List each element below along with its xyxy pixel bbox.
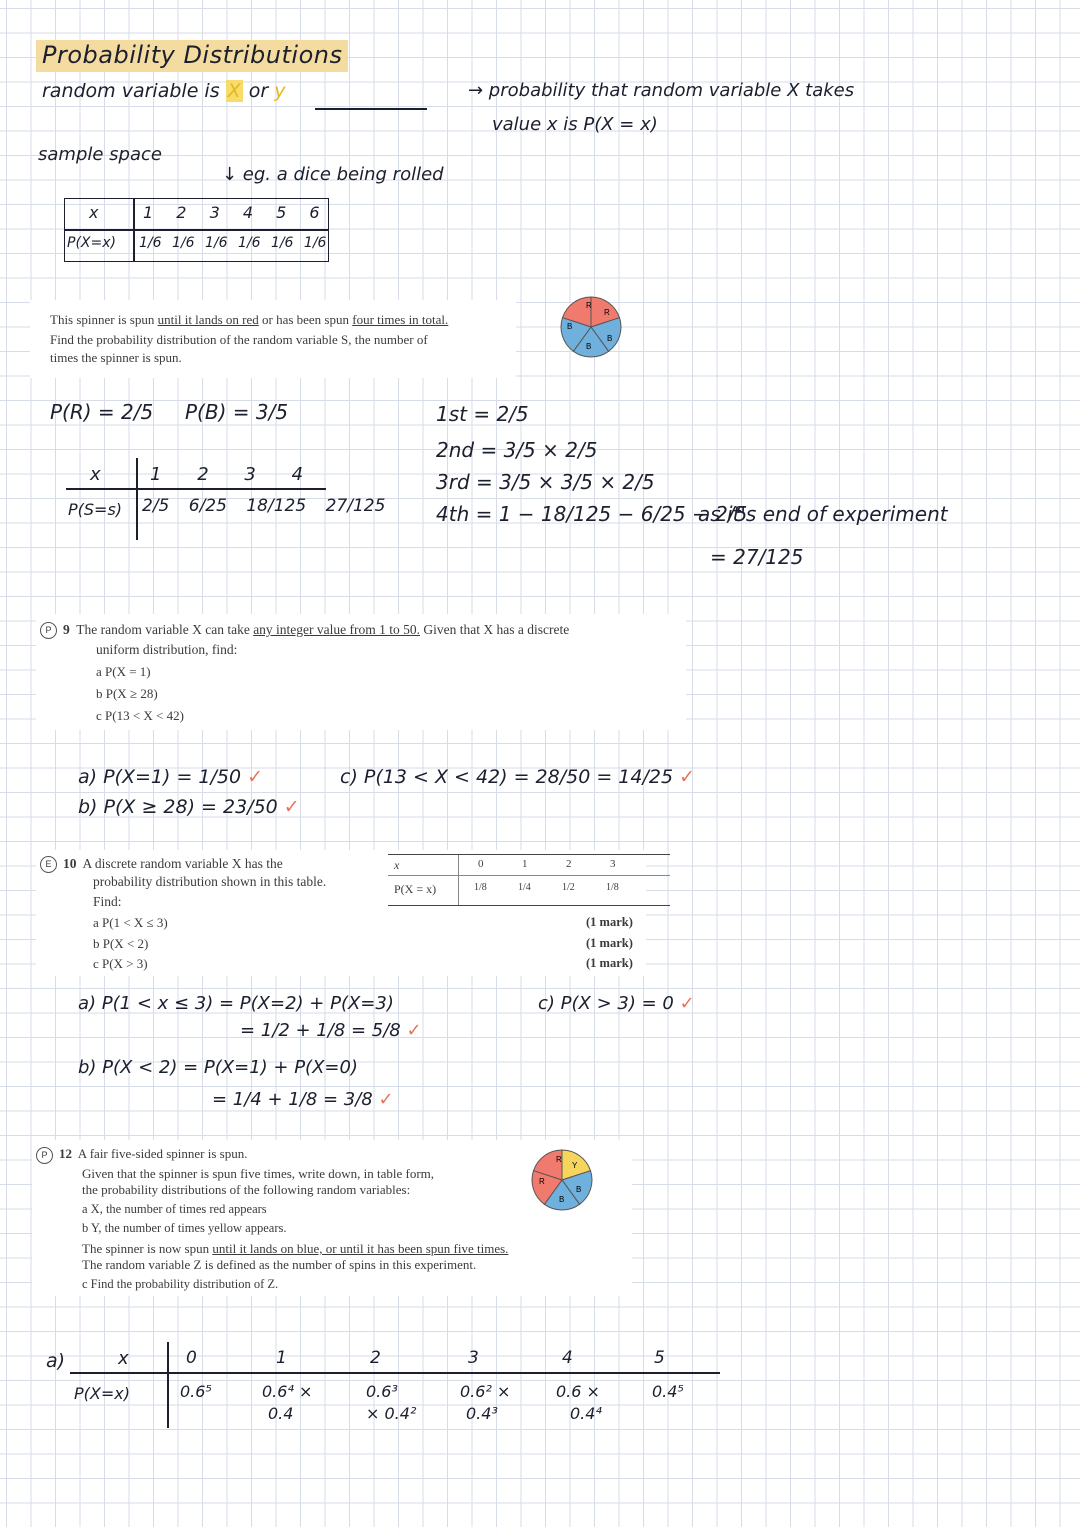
- rv-x: X: [227, 80, 241, 102]
- q12-p-top: 0.4⁵: [652, 1382, 684, 1401]
- sw-table-vline: [136, 458, 138, 540]
- ss-val: 4: [242, 203, 254, 222]
- spinner-q-line1: [50, 312, 448, 328]
- q12-x: 1: [276, 1348, 287, 1368]
- q12-x: 5: [654, 1348, 665, 1368]
- q9-line1: [40, 622, 569, 639]
- spinner-label: R: [586, 301, 592, 310]
- q10-line2: probability distribution shown in this table.: [93, 874, 327, 889]
- sw-first: 1st = 2/5: [436, 402, 529, 426]
- q12-line3: the probability distributions of the following random variables:: [82, 1182, 411, 1197]
- q10-find: Find:: [93, 894, 122, 909]
- rv-line: [42, 80, 285, 102]
- check-icon: ✓: [679, 766, 696, 788]
- sw-p: 6/25: [188, 496, 227, 516]
- ss-row1: [143, 203, 320, 222]
- ss-val: 5: [276, 203, 287, 222]
- q10-box: [36, 850, 646, 976]
- q12-x: 3: [468, 1348, 479, 1368]
- text: Given that X has a discrete: [420, 622, 570, 637]
- check-icon: ✓: [247, 766, 264, 788]
- q12-p-bot: 0.4⁴: [570, 1404, 602, 1423]
- ss-prob: 1/6: [171, 235, 195, 251]
- spinner-label: R: [604, 308, 610, 317]
- text-underlined: until it lands on blue, or until it has been spun five times.: [212, 1241, 509, 1256]
- spinner-1-icon: [554, 294, 628, 360]
- sw-x-head: x: [90, 464, 101, 485]
- spinner-2-icon: [526, 1146, 598, 1214]
- q12-x: 0: [186, 1348, 197, 1368]
- sw-x: 4: [291, 464, 304, 485]
- page-title: Probability Distributions: [36, 40, 348, 72]
- text: c) P(13 < X < 42) = 28/50 = 14/25: [340, 766, 674, 788]
- q12-table-vline: [167, 1342, 169, 1428]
- q10-table: [388, 854, 670, 906]
- q12-x-head: x: [118, 1348, 129, 1369]
- q12-a: a X, the number of times red appears: [82, 1202, 267, 1216]
- check-icon: ✓: [378, 1089, 394, 1110]
- spinner-label: Y: [572, 1161, 578, 1170]
- q12-p-bot: 0.4³: [466, 1404, 498, 1423]
- sw-third: 3rd = 3/5 × 3/5 × 2/5: [436, 470, 655, 494]
- text: This spinner is spun: [50, 312, 158, 327]
- q10-p: 1/8: [474, 882, 487, 893]
- spinner-question-box: [30, 300, 516, 378]
- text: = 1/4 + 1/8 = 3/8: [212, 1089, 373, 1110]
- text: b) P(X ≥ 28) = 23/50: [78, 796, 278, 818]
- sw-x-values: [150, 464, 303, 485]
- text: A fair five-sided spinner is spun.: [77, 1146, 248, 1161]
- ss-x-head: x: [89, 203, 99, 222]
- q12-c: c Find the probability distribution of Z.: [82, 1277, 279, 1291]
- sw-fourth: 4th = 1 − 18/125 − 6/25 − 2/5: [436, 502, 748, 526]
- sample-space-label: sample space: [38, 144, 162, 165]
- sample-space-example: ↓ eg. a dice being rolled: [222, 164, 444, 185]
- text: a) P(X=1) = 1/50: [78, 766, 242, 788]
- prob-note-1: → probability that random variable X takes: [468, 80, 855, 101]
- pr-value: P(R) = 2/5: [50, 400, 154, 424]
- q10-x-head: x: [394, 858, 400, 872]
- sw-x: 1: [150, 464, 162, 485]
- ss-prob: 1/6: [139, 235, 162, 251]
- q12-p-top: 0.6³: [366, 1382, 398, 1401]
- q9-box: [36, 614, 686, 730]
- q10-p: 1/8: [606, 882, 619, 893]
- ss-val: 6: [309, 203, 320, 222]
- q9-line2: uniform distribution, find:: [96, 642, 238, 657]
- q10-p-head: P(X = x): [394, 882, 437, 896]
- sw-p: 18/125: [246, 496, 307, 516]
- q10-p: 1/2: [562, 882, 575, 893]
- check-icon: ✓: [283, 796, 300, 818]
- spinner-q-line3: times the spinner is spun.: [50, 350, 182, 365]
- q10-ans-b2: [212, 1089, 394, 1110]
- sw-p: 2/5: [142, 496, 170, 516]
- q12-p-bot: × 0.4²: [366, 1404, 417, 1423]
- q10-mark-b: (1 mark): [586, 936, 633, 950]
- q12-line2: Given that the spinner is spun five times, write down, in table form,: [82, 1166, 435, 1181]
- q10-x: 3: [610, 858, 616, 870]
- q9-ans-a: [78, 766, 263, 788]
- sw-p-head: P(S=s): [68, 500, 123, 519]
- sw-p-values: [142, 496, 385, 516]
- spinner-label: B: [586, 342, 592, 351]
- sw-fourth-note: as it's end of experiment: [698, 502, 948, 526]
- text: or has been spun: [258, 312, 353, 327]
- sw-table-hline: [66, 488, 326, 490]
- text-underlined: four times in total.: [352, 312, 449, 327]
- q9-badge: P: [40, 622, 57, 639]
- q12-b: b Y, the number of times yellow appears.: [82, 1221, 287, 1235]
- q12-badge: P: [36, 1147, 53, 1164]
- spinner-label: B: [607, 334, 613, 343]
- spinner-label: B: [576, 1185, 582, 1194]
- q10-mark-a: (1 mark): [586, 915, 633, 929]
- q9-number: 9: [63, 622, 70, 637]
- q12-number: 12: [59, 1146, 72, 1161]
- q10-line1: [40, 856, 283, 873]
- table-divider: [65, 229, 328, 231]
- rv-underline: [315, 108, 427, 110]
- ss-prob: 1/6: [204, 235, 228, 251]
- ss-val: 2: [176, 203, 187, 222]
- spinner-label: R: [556, 1155, 562, 1164]
- q10-x: 0: [478, 858, 484, 870]
- spinner-label: R: [539, 1177, 545, 1186]
- sw-x: 3: [244, 464, 256, 485]
- q12-p-top: 0.6 ×: [556, 1382, 600, 1401]
- q10-x: 2: [566, 858, 572, 870]
- rv-or: or: [248, 80, 269, 102]
- q12-p-head: P(X=x): [74, 1384, 130, 1403]
- q12-line5: The random variable Z is defined as the number of spins in this experiment.: [82, 1257, 477, 1272]
- ss-val: 3: [209, 203, 220, 222]
- q10-ans-a1: a) P(1 < x ≤ 3) = P(X=2) + P(X=3): [78, 993, 394, 1014]
- q12-line4: [82, 1241, 508, 1257]
- q12-x: 4: [562, 1348, 573, 1368]
- ss-prob: 1/6: [270, 235, 294, 251]
- pb-value: P(B) = 3/5: [185, 400, 289, 424]
- spinner-label: B: [559, 1195, 565, 1204]
- q12-p-bot: 0.4: [268, 1404, 294, 1423]
- text: A discrete random variable X has the: [82, 856, 283, 871]
- text: = 1/2 + 1/8 = 5/8: [240, 1020, 401, 1041]
- sw-fourth-result: = 27/125: [710, 545, 804, 569]
- ss-val: 1: [143, 203, 154, 222]
- sample-space-table: [64, 198, 329, 262]
- q9-a: a P(X = 1): [96, 664, 151, 679]
- q12-p-top: 0.6⁵: [180, 1382, 212, 1401]
- sw-second: 2nd = 3/5 × 2/5: [436, 438, 598, 462]
- q10-number: 10: [63, 856, 77, 871]
- q9-ans-c: [340, 766, 695, 788]
- check-icon: ✓: [679, 993, 695, 1014]
- q10-ans-b1: b) P(X < 2) = P(X=1) + P(X=0): [78, 1057, 358, 1078]
- q10-p: 1/4: [518, 882, 531, 893]
- q10-c: c P(X > 3): [93, 956, 148, 971]
- table-divider: [458, 855, 459, 905]
- ss-prob: 1/6: [237, 235, 261, 251]
- q12-ans-label: a): [46, 1350, 66, 1372]
- q10-ans-a2: [240, 1020, 422, 1041]
- sw-x: 2: [197, 464, 209, 485]
- q10-mark-c: (1 mark): [586, 956, 633, 970]
- rv-text: random variable is: [42, 80, 220, 102]
- q12-p-top: 0.6⁴ ×: [262, 1382, 313, 1401]
- text: The random variable X can take: [76, 622, 254, 637]
- rv-y: y: [274, 80, 286, 102]
- text-underlined: any integer value from 1 to 50.: [253, 622, 421, 637]
- text: c) P(X > 3) = 0: [538, 993, 674, 1014]
- q10-b: b P(X < 2): [93, 936, 149, 951]
- text-underlined: until it lands on red: [157, 312, 259, 327]
- q10-a: a P(1 < X ≤ 3): [93, 915, 168, 930]
- q12-p-top: 0.6² ×: [460, 1382, 511, 1401]
- ss-prob: 1/6: [303, 235, 327, 251]
- q12-x: 2: [370, 1348, 381, 1368]
- q12-line1: [36, 1146, 248, 1164]
- spinner-label: B: [567, 322, 573, 331]
- table-divider: [388, 875, 670, 876]
- q9-ans-b: [78, 796, 300, 818]
- text: The spinner is now spun: [82, 1241, 213, 1256]
- q10-x: 1: [522, 858, 528, 870]
- q10-ans-c: [538, 993, 695, 1014]
- prob-note-2: value x is P(X = x): [492, 114, 658, 135]
- q9-c: c P(13 < X < 42): [96, 708, 184, 723]
- q10-badge: E: [40, 856, 57, 873]
- ss-p-head: P(X=x): [67, 235, 116, 251]
- spinner-q-line2: Find the probability distribution of the random variable S, the number of: [50, 332, 428, 347]
- sw-p: 27/125: [325, 496, 386, 516]
- q9-b: b P(X ≥ 28): [96, 686, 158, 701]
- ss-row2: [139, 235, 326, 251]
- check-icon: ✓: [406, 1020, 422, 1041]
